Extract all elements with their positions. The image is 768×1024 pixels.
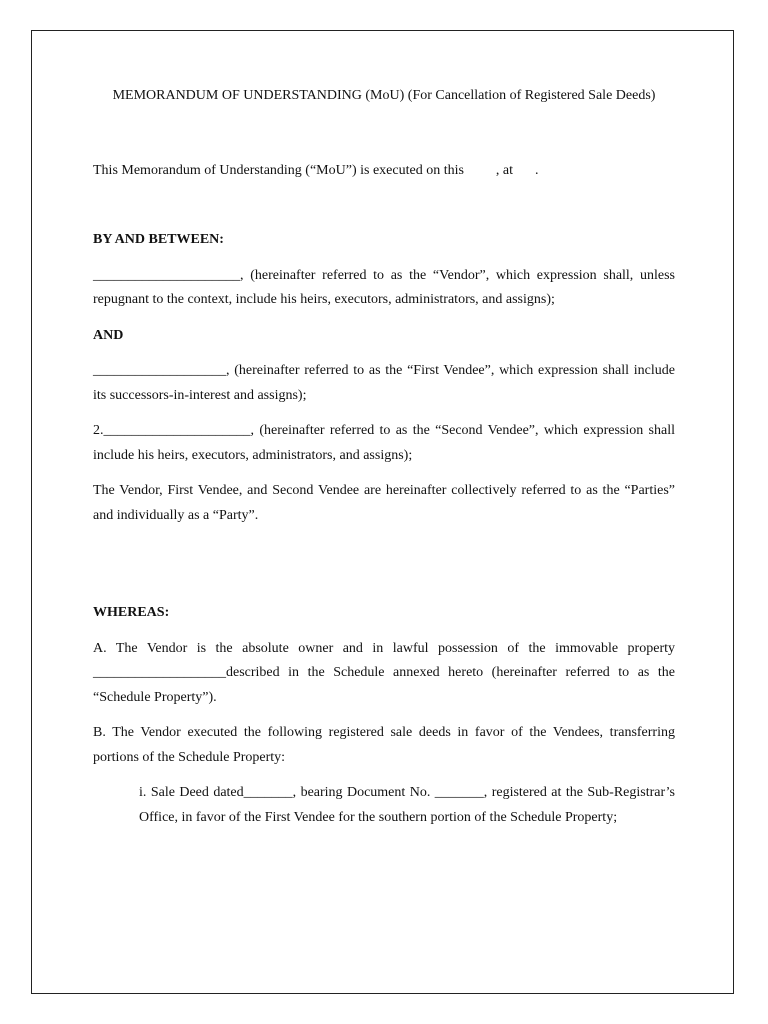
- recital-a-paragraph: A. The Vendor is the absolute owner and in lawful possession of the immovable property ___________________described in the Schedule annexed hereto (hereinafter referred to as the “Schedule Property”).: [93, 640, 675, 705]
- intro-paragraph: [93, 159, 675, 184]
- document-title: MEMORANDUM OF UNDERSTANDING (MoU) (For Cancellation of Registered Sale Deeds): [112, 88, 656, 103]
- second-vendee-paragraph: 2._____________________, (hereinafter referred to as the “Second Vendee”, which expression shall include his heirs, executors, administrators, and assigns);: [93, 423, 675, 463]
- intro-place-text: , at: [495, 162, 514, 178]
- document-body: [93, 84, 675, 830]
- whereas-heading: WHEREAS:: [93, 605, 170, 620]
- intro-text: This Memorandum of Understanding (“MoU”) is executed on this: [93, 162, 464, 178]
- recital-b-item-i: i. Sale Deed dated_______, bearing Document No. _______, registered at the Sub-Registrar’s Office, in favor of the First Vendee for the southern portion of the Schedule Property;: [139, 785, 675, 825]
- first-vendee-paragraph: ___________________, (hereinafter referred to as the “First Vendee”, which expression shall include its successors-in-interest and assigns);: [93, 363, 675, 403]
- intro-end-text: .: [535, 162, 539, 178]
- and-heading: AND: [93, 327, 124, 343]
- recital-b-paragraph: B. The Vendor executed the following registered sale deeds in favor of the Vendees, transferring portions of the Schedule Property:: [93, 725, 675, 765]
- parties-definition-paragraph: The Vendor, First Vendee, and Second Vendee are hereinafter collectively referred to as the “Parties” and individually as a “Party”.: [93, 483, 675, 523]
- vendor-party-paragraph: _____________________, (hereinafter referred to as the “Vendor”, which expression shall, unless repugnant to the context, include his heirs, executors, administrators, and assigns);: [93, 267, 675, 307]
- by-and-between-heading: BY AND BETWEEN:: [93, 232, 224, 247]
